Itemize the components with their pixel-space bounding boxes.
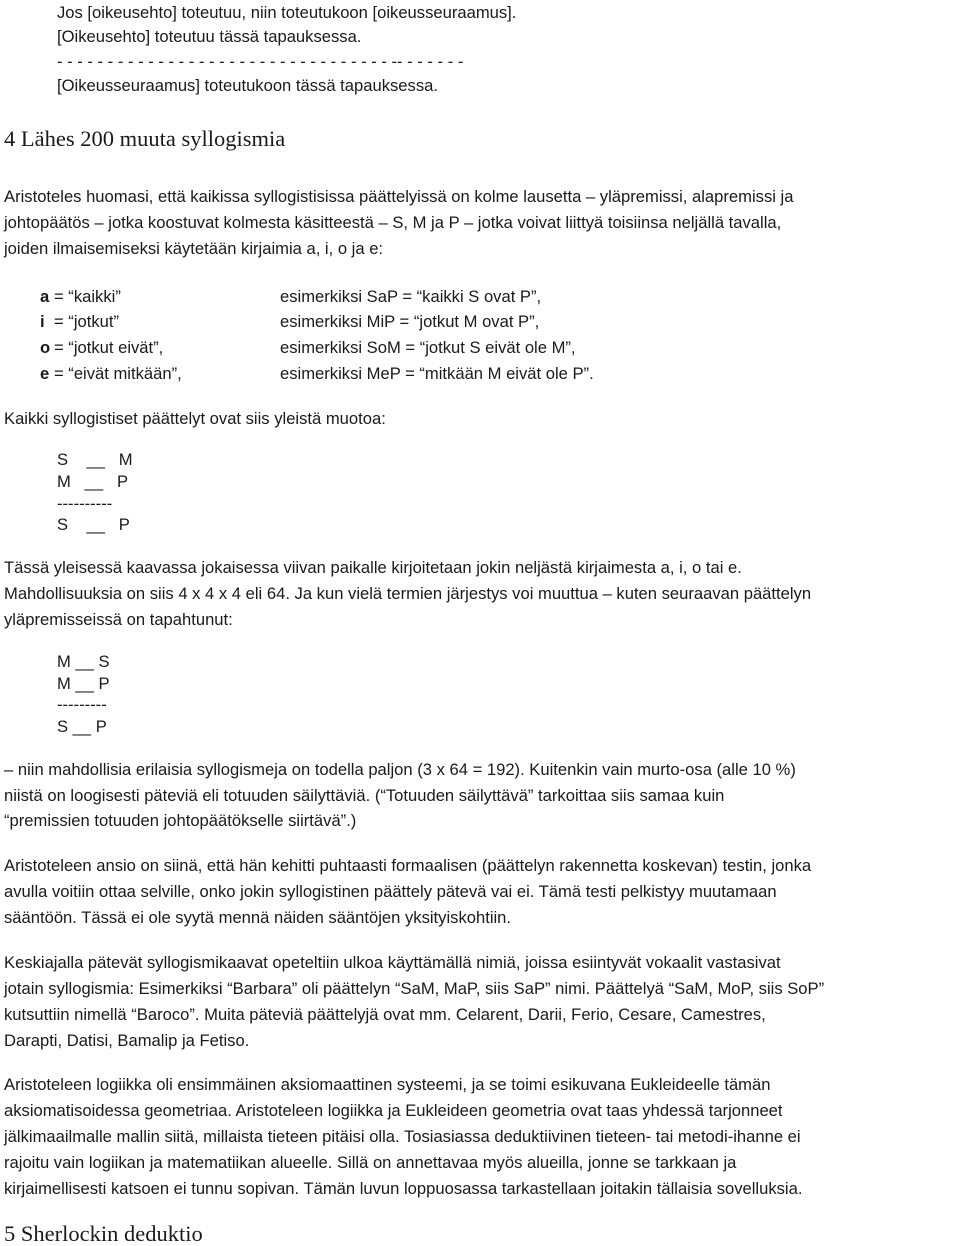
form-line: M __ S	[57, 652, 110, 671]
paragraph-line: Aristoteles huomasi, että kaikissa syllogistisissa päättelyissä on kolme lausetta – yläpremissi, alapremissi ja	[4, 187, 794, 206]
form-line: M __ P	[57, 674, 110, 693]
paragraph-line: yläpremisseissä on tapahtunut:	[4, 610, 233, 629]
definition-example: esimerkiksi SaP = “kaikki S ovat P”,	[280, 287, 542, 306]
paragraph-line: kirjaimellisesti katsoen ei tunnu sopivan. Tämän luvun loppuosassa tarkastellaan joitakin tällaisia sovelluksia.	[4, 1179, 803, 1198]
definition-term	[40, 312, 119, 332]
top-line-1: Jos [oikeusehto] toteutuu, niin toteutukoon [oikeusseuraamus].	[57, 3, 517, 22]
paragraph-line: kutsuttiin nimellä “Baroco”. Muita päteviä päättelyjä ovat mm. Celarent, Darii, Ferio, Cesare, Camestres,	[4, 1005, 766, 1024]
paragraph-line: johtopäätös – jotka koostuvat kolmesta käsitteestä – S, M ja P – jotka voivat liittyä toisiinsa neljällä tavalla,	[4, 213, 782, 232]
paragraph-line: aksiomatisoidessa geometriaa. Aristoteleen logiikka ja Eukleideen geometria ovat taas yhdessä tarjonneet	[4, 1101, 783, 1120]
paragraph-line: jotain syllogismia: Esimerkiksi “Barbara” oli päättelyn “SaM, MaP, siis SaP” nimi. Päättelyä “SaM, MoP, siis SoP”	[4, 979, 825, 998]
definition-meaning: = “jotkut”	[54, 312, 120, 331]
definition-key: e	[40, 364, 50, 383]
definition-key: i	[40, 312, 45, 331]
definition-term	[40, 364, 182, 384]
paragraph-line: Tässä yleisessä kaavassa jokaisessa viivan paikalle kirjoitetaan jokin neljästä kirjaimesta a, i, o tai e.	[4, 558, 742, 577]
top-line-3: [Oikeusseuraamus] toteutukoon tässä tapauksessa.	[57, 76, 438, 95]
paragraph-line: jälkimaailmalle mallin siitä, millaista tieteen pitäisi olla. Tosiasiassa deduktiivinen tieteen- tai metodi-ihanne ei	[4, 1127, 801, 1146]
definition-example: esimerkiksi SoM = “jotkut S eivät ole M”,	[280, 338, 576, 357]
paragraph-line: avulla voitiin ottaa selville, onko jokin syllogistinen päättely pätevä vai ei. Tämä testi pelkistyy muutamaan	[4, 882, 777, 901]
definition-example: esimerkiksi MiP = “jotkut M ovat P”,	[280, 312, 540, 331]
definition-meaning: = “kaikki”	[54, 287, 121, 306]
definition-meaning: = “eivät mitkään”,	[54, 364, 182, 383]
definition-meaning: = “jotkut eivät”,	[54, 338, 164, 357]
form-line: M __ P	[57, 472, 129, 491]
paragraph-line: sääntöön. Tässä ei ole syytä mennä näiden sääntöjen yksityiskohtiin.	[4, 908, 512, 927]
section-4-heading: 4 Lähes 200 muuta syllogismia	[4, 126, 286, 151]
paragraph-line: “premissien totuuden johtopäätökselle siirtävä”.)	[4, 811, 357, 830]
paragraph-line: niistä on loogisesti päteviä eli totuuden säilyttäviä. (“Totuuden säilyttävä” tarkoittaa siis samaa kuin	[4, 786, 725, 805]
section-5-heading: 5 Sherlockin deduktio	[4, 1221, 203, 1246]
definition-term	[40, 338, 163, 358]
form-line: S __ M	[57, 450, 133, 469]
definition-key: a	[40, 287, 50, 306]
form-line: S __ P	[57, 717, 107, 736]
dashed-separator: - - - - - - - - - - - - - - - - - - - - - - - - - - - - - - - - - -- - - - - - -	[57, 52, 464, 71]
paragraph-line: joiden ilmaisemiseksi käytetään kirjaimia a, i, o ja e:	[4, 239, 384, 258]
paragraph-line: Mahdollisuuksia on siis 4 x 4 x 4 eli 64. Ja kun vielä termien järjestys voi muuttua – kuten seuraavan päättelyn	[4, 584, 812, 603]
form-line: ---------	[57, 695, 107, 714]
general-form-intro: Kaikki syllogistiset päättelyt ovat siis yleistä muotoa:	[4, 409, 386, 428]
top-line-2: [Oikeusehto] toteutuu tässä tapauksessa.	[57, 27, 362, 46]
paragraph-line: rajoitu vain logiikan ja matematiikan alueelle. Sillä on annettavaa myös alueilla, jonne se tarkkaan ja	[4, 1153, 737, 1172]
paragraph-line: Aristoteleen ansio on siinä, että hän kehitti puhtaasti formaalisen (päättelyn rakennetta koskevan) testin, jonka	[4, 856, 812, 875]
paragraph-line: Darapti, Datisi, Bamalip ja Fetiso.	[4, 1031, 250, 1050]
definition-term	[40, 287, 121, 307]
paragraph-line: Keskiajalla pätevät syllogismikaavat opeteltiin ulkoa käyttämällä nimiä, joissa esiintyvät vokaalit vastasivat	[4, 953, 781, 972]
definition-example: esimerkiksi MeP = “mitkään M eivät ole P”.	[280, 364, 594, 383]
form-line: ----------	[57, 494, 113, 513]
paragraph-line: Aristoteleen logiikka oli ensimmäinen aksiomaattinen systeemi, ja se toimi esikuvana Eukleideelle tämän	[4, 1075, 771, 1094]
definition-key: o	[40, 338, 51, 357]
form-line: S __ P	[57, 515, 130, 534]
paragraph-line: – niin mahdollisia erilaisia syllogismeja on todella paljon (3 x 64 = 192). Kuitenkin vain murto-osa (alle 10 %)	[4, 760, 796, 779]
